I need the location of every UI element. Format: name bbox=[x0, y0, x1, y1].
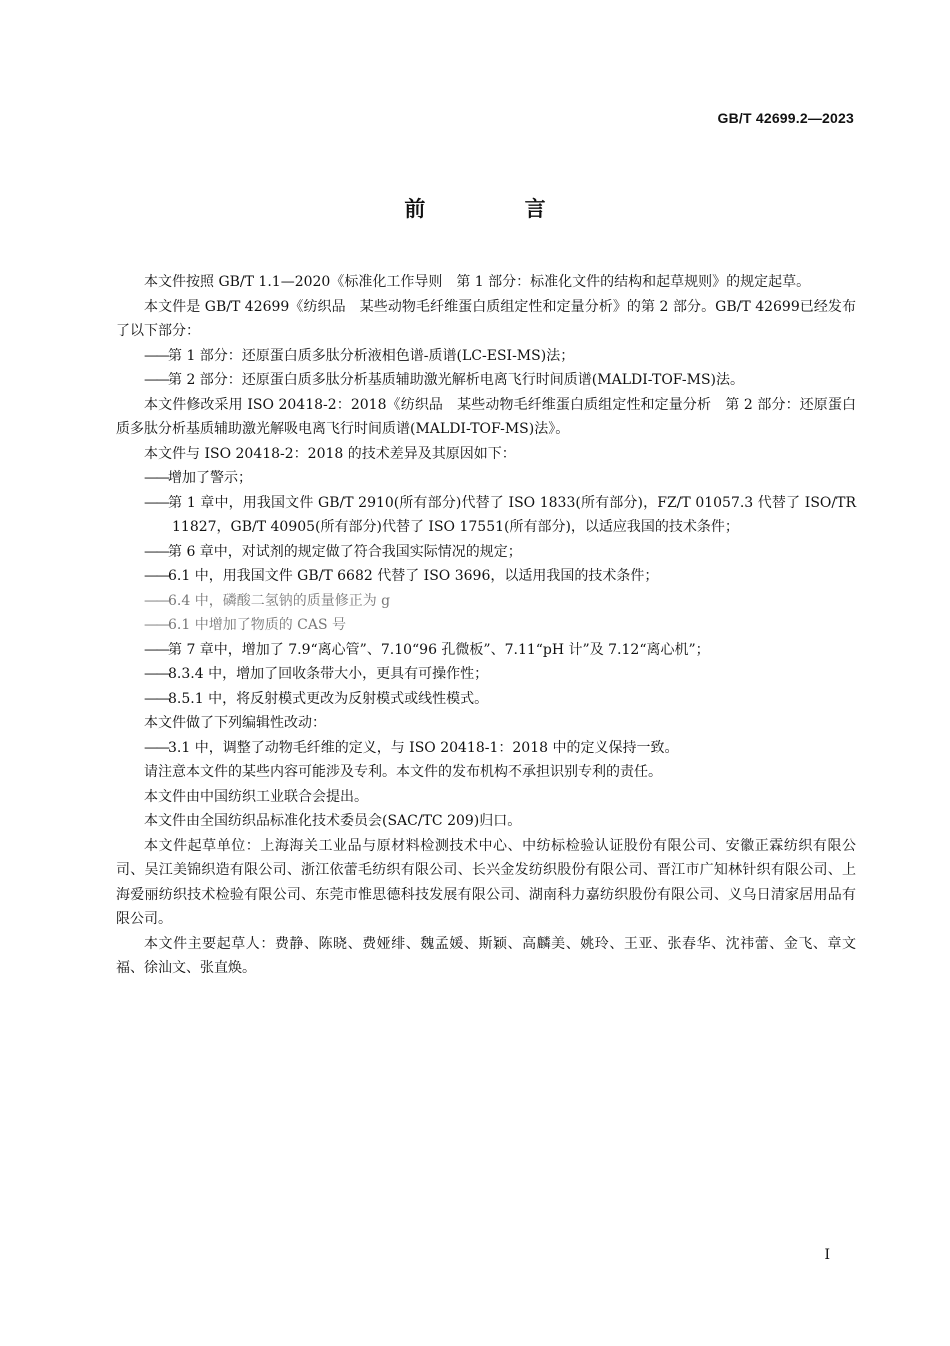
list-dash: —— bbox=[144, 666, 168, 682]
list-item bbox=[116, 662, 856, 687]
list-dash: —— bbox=[144, 690, 168, 707]
paragraph-text: 第 7 章中，增加了 7.9“离心管”、7.10“96 孔微板”、7.11“pH 计”及 7.12“离心机”； bbox=[168, 641, 710, 658]
list-item bbox=[116, 589, 856, 614]
list-item bbox=[116, 638, 856, 663]
paragraph bbox=[116, 785, 856, 810]
paragraph bbox=[116, 442, 856, 467]
list-dash: —— bbox=[144, 592, 168, 609]
paragraph-text: 本文件做了下列编辑性改动： bbox=[144, 715, 326, 731]
paragraph bbox=[116, 760, 856, 785]
paragraph-text: 6.1 中，用我国文件 GB/T 6682 代替了 ISO 3696，以适用我国的技术条件； bbox=[168, 568, 659, 584]
paragraph-text: 第 2 部分：还原蛋白质多肽分析基质辅助激光解析电离飞行时间质谱(MALDI-TOF-MS)法。 bbox=[168, 372, 745, 388]
list-item bbox=[116, 564, 856, 589]
paragraph-text: 8.5.1 中，将反射模式更改为反射模式或线性模式。 bbox=[168, 690, 489, 707]
list-dash: —— bbox=[144, 641, 168, 658]
paragraph-text: 本文件起草单位：上海海关工业品与原材料检测技术中心、中纺标检验认证股份有限公司、安徽正霖纺织有限公司、吴江美锦织造有限公司、浙江依蕾毛纺织有限公司、长兴金发纺织股份有限公司、晋江市广知林针织有限公司、上海爱丽纺织技术检验有限公司、东莞市惟思德科技发展有限公司、湖南科力嘉纺织股份有限公司、义乌日清家居用品有限公司。 bbox=[116, 837, 856, 927]
paragraph-text: 8.3.4 中，增加了回收条带大小，更具有可操作性； bbox=[168, 666, 489, 682]
paragraph-text: 本文件与 ISO 20418-2：2018 的技术差异及其原因如下： bbox=[144, 445, 516, 462]
paragraph-text: 第 1 章中，用我国文件 GB/T 2910(所有部分)代替了 ISO 1833(所有部分)，FZ/T 01057.3 代替了 ISO/TR 11827，GB/T 40905(所有部分)代替了 ISO 17551(所有部分)，以适应我国的技术条件； bbox=[168, 494, 856, 535]
list-item bbox=[116, 687, 856, 712]
paragraph-text: 第 1 部分：还原蛋白质多肽分析液相色谱-质谱(LC-ESI-MS)法； bbox=[168, 347, 575, 364]
foreword-body bbox=[116, 270, 856, 981]
page-title: 前 言 bbox=[404, 197, 592, 221]
paragraph bbox=[116, 809, 856, 834]
paragraph-text: 6.1 中增加了物质的 CAS 号 bbox=[168, 617, 347, 633]
paragraph-text: 3.1 中，调整了动物毛纤维的定义，与 ISO 20418-1：2018 中的定义保持一致。 bbox=[168, 739, 679, 756]
paragraph-text: 本文件由全国纺织品标准化技术委员会(SAC/TC 209)归口。 bbox=[144, 813, 522, 829]
list-item bbox=[116, 613, 856, 638]
list-dash: —— bbox=[144, 494, 168, 511]
document-code: GB/T 42699.2—2023 bbox=[717, 110, 854, 126]
paragraph-text: 本文件是 GB/T 42699《纺织品 某些动物毛纤维蛋白质组定性和定量分析》的第 2 部分。GB/T 42699已经发布了以下部分： bbox=[116, 298, 856, 339]
paragraph bbox=[116, 295, 856, 344]
paragraph-text: 本文件修改采用 ISO 20418-2：2018《纺织品 某些动物毛纤维蛋白质组定性和定量分析 第 2 部分：还原蛋白质多肽分析基质辅助激光解吸电离飞行时间质谱(MALDI-TOF-MS)法》。 bbox=[116, 396, 856, 437]
list-dash: —— bbox=[144, 372, 168, 388]
list-item bbox=[116, 491, 856, 540]
paragraph-text: 增加了警示； bbox=[168, 470, 252, 486]
list-dash: —— bbox=[144, 543, 168, 560]
list-dash: —— bbox=[144, 739, 168, 756]
list-dash: —— bbox=[144, 568, 168, 584]
page-number: I bbox=[824, 1247, 830, 1263]
paragraph-text: 第 6 章中，对试剂的规定做了符合我国实际情况的规定； bbox=[168, 543, 522, 560]
list-item bbox=[116, 344, 856, 369]
paragraph bbox=[116, 270, 856, 295]
paragraph bbox=[116, 393, 856, 442]
paragraph-text: 本文件按照 GB/T 1.1—2020《标准化工作导则 第 1 部分：标准化文件的结构和起草规则》的规定起草。 bbox=[144, 274, 811, 290]
paragraph bbox=[116, 834, 856, 932]
paragraph-text: 请注意本文件的某些内容可能涉及专利。本文件的发布机构不承担识别专利的责任。 bbox=[144, 764, 662, 780]
paragraph-text: 本文件由中国纺织工业联合会提出。 bbox=[144, 788, 368, 805]
list-dash: —— bbox=[144, 470, 168, 486]
paragraph bbox=[116, 711, 856, 736]
list-item bbox=[116, 540, 856, 565]
list-dash: —— bbox=[144, 617, 168, 633]
paragraph bbox=[116, 932, 856, 981]
paragraph-text: 本文件主要起草人：费静、陈晓、费娅绯、魏孟媛、斯颖、高麟美、姚玲、王亚、张春华、沈祎蕾、金飞、章文福、徐汕文、张直焕。 bbox=[116, 935, 856, 976]
list-item bbox=[116, 736, 856, 761]
list-item bbox=[116, 466, 856, 491]
list-dash: —— bbox=[144, 347, 168, 364]
paragraph-text: 6.4 中，磷酸二氢钠的质量修正为 g bbox=[168, 592, 391, 609]
list-item bbox=[116, 368, 856, 393]
